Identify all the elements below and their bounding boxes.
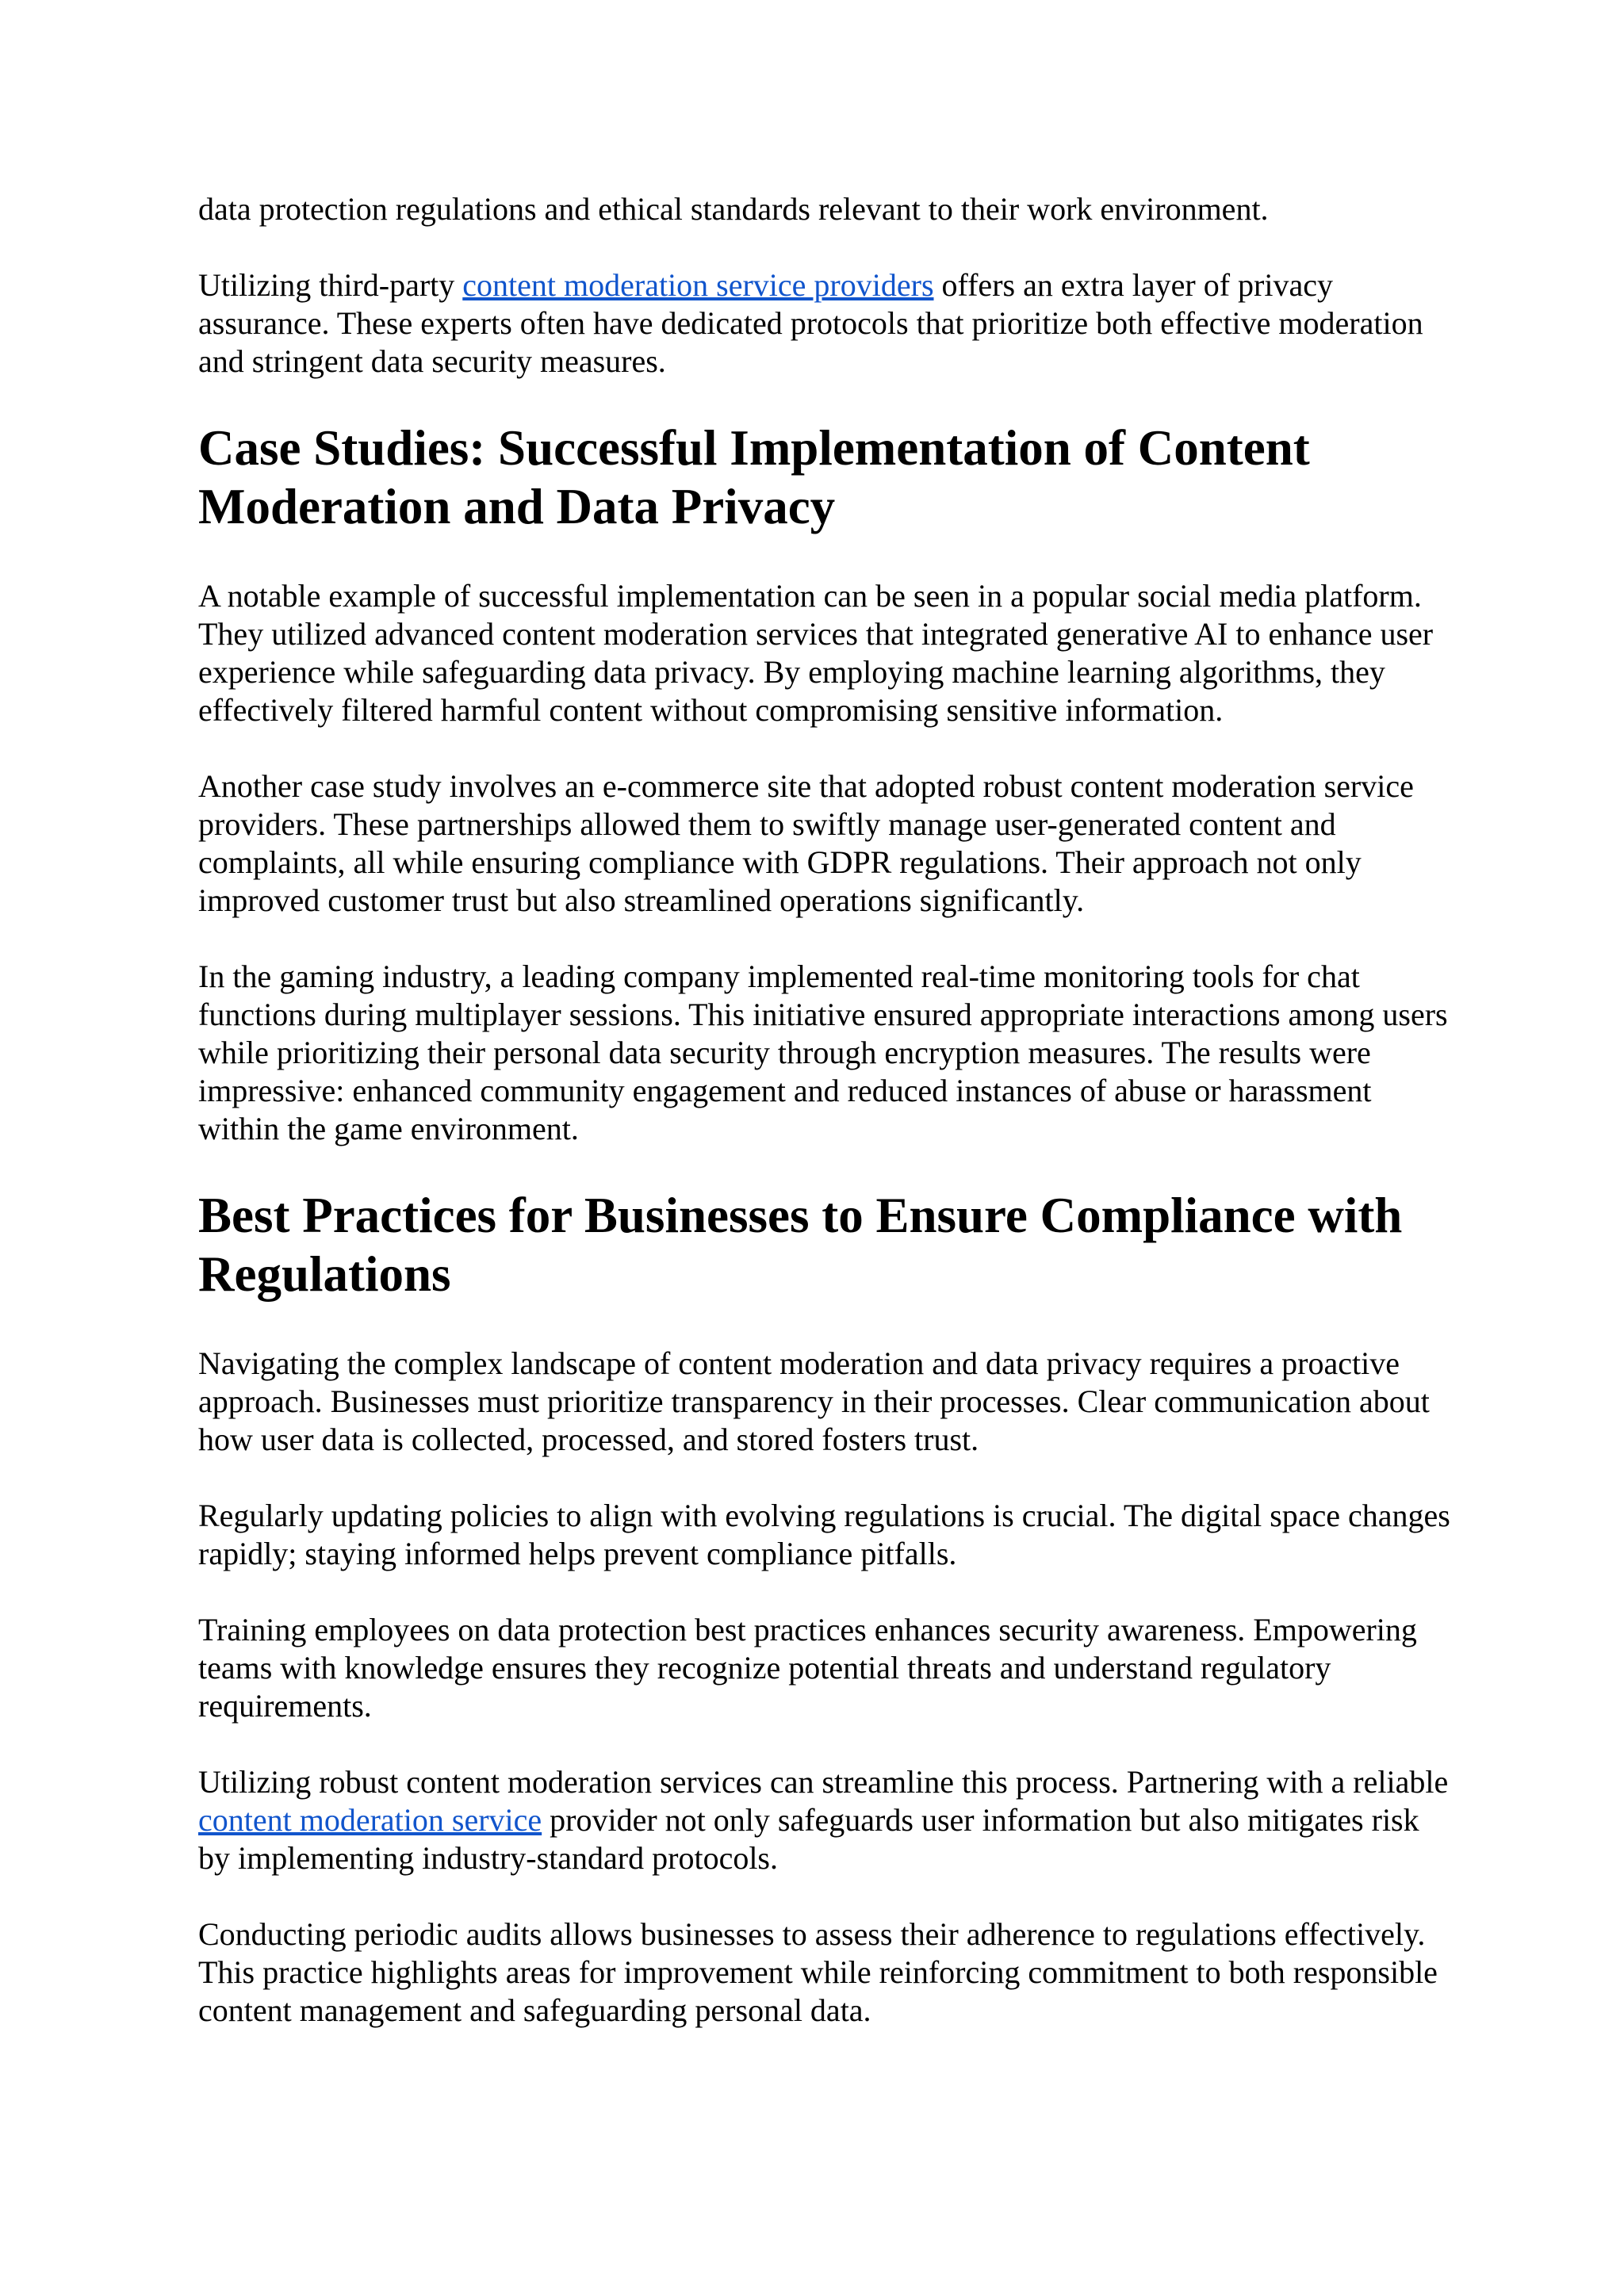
- intro-paragraph-1: data protection regulations and ethical standards relevant to their work environment.: [198, 191, 1269, 227]
- best-practices-paragraph-4-text-before: Utilizing robust content moderation services can streamline this process. Partnering with a reliable: [198, 1764, 1449, 1800]
- best-practices-paragraph-1: Navigating the complex landscape of content moderation and data privacy requires a proactive approach. Businesses must prioritize transparency in their processes. Clear communication about how user data is collected, processed, and stored fosters trust.: [198, 1345, 1430, 1457]
- best-practices-paragraph-4-text-after: provider not only safeguards user information but also mitigates risk by implementing industry-standard protocols.: [198, 1802, 1419, 1876]
- best-practices-paragraph-4: [198, 1763, 1451, 1877]
- content-moderation-service-link[interactable]: content moderation service: [198, 1802, 542, 1838]
- best-practices-paragraph-5: Conducting periodic audits allows businesses to assess their adherence to regulations effectively. This practice highlights areas for improvement while reinforcing commitment to both responsible content management and safeguarding personal data.: [198, 1916, 1438, 2028]
- best-practices-heading: Best Practices for Businesses to Ensure Compliance with Regulations: [198, 1188, 1403, 1302]
- content-moderation-service-providers-link[interactable]: content moderation service providers: [462, 267, 934, 303]
- intro-paragraph-2: [198, 266, 1451, 381]
- best-practices-paragraph-2: Regularly updating policies to align with evolving regulations is crucial. The digital space changes rapidly; staying informed helps prevent compliance pitfalls.: [198, 1498, 1450, 1571]
- case-studies-heading: Case Studies: Successful Implementation of Content Moderation and Data Privacy: [198, 420, 1310, 534]
- case-studies-paragraph-2: Another case study involves an e-commerce site that adopted robust content moderation service providers. These partnerships allowed them to swiftly manage user-generated content and complaints, all while ensuring compliance with GDPR regulations. Their approach not only improved customer trust but also streamlined operations significantly.: [198, 768, 1414, 918]
- intro-paragraph-2-text-after: offers an extra layer of privacy assurance. These experts often have dedicated protocols that prioritize both effective moderation and stringent data security measures.: [198, 267, 1423, 379]
- document-page: [198, 190, 1451, 2068]
- best-practices-paragraph-3: Training employees on data protection best practices enhances security awareness. Empowering teams with knowledge ensures they recognize potential threats and understand regulatory requirements.: [198, 1612, 1417, 1724]
- case-studies-paragraph-3: In the gaming industry, a leading company implemented real-time monitoring tools for chat functions during multiplayer sessions. This initiative ensured appropriate interactions among users while prioritizing their personal data security through encryption measures. The results were impressive: enhanced community engagement and reduced instances of abuse or harassment within the game environment.: [198, 959, 1448, 1146]
- case-studies-paragraph-1: A notable example of successful implementation can be seen in a popular social media platform. They utilized advanced content moderation services that integrated generative AI to enhance user experience while safeguarding data privacy. By employing machine learning algorithms, they effectively filtered harmful content without compromising sensitive information.: [198, 578, 1434, 728]
- intro-paragraph-2-text-before: Utilizing third-party: [198, 267, 463, 303]
